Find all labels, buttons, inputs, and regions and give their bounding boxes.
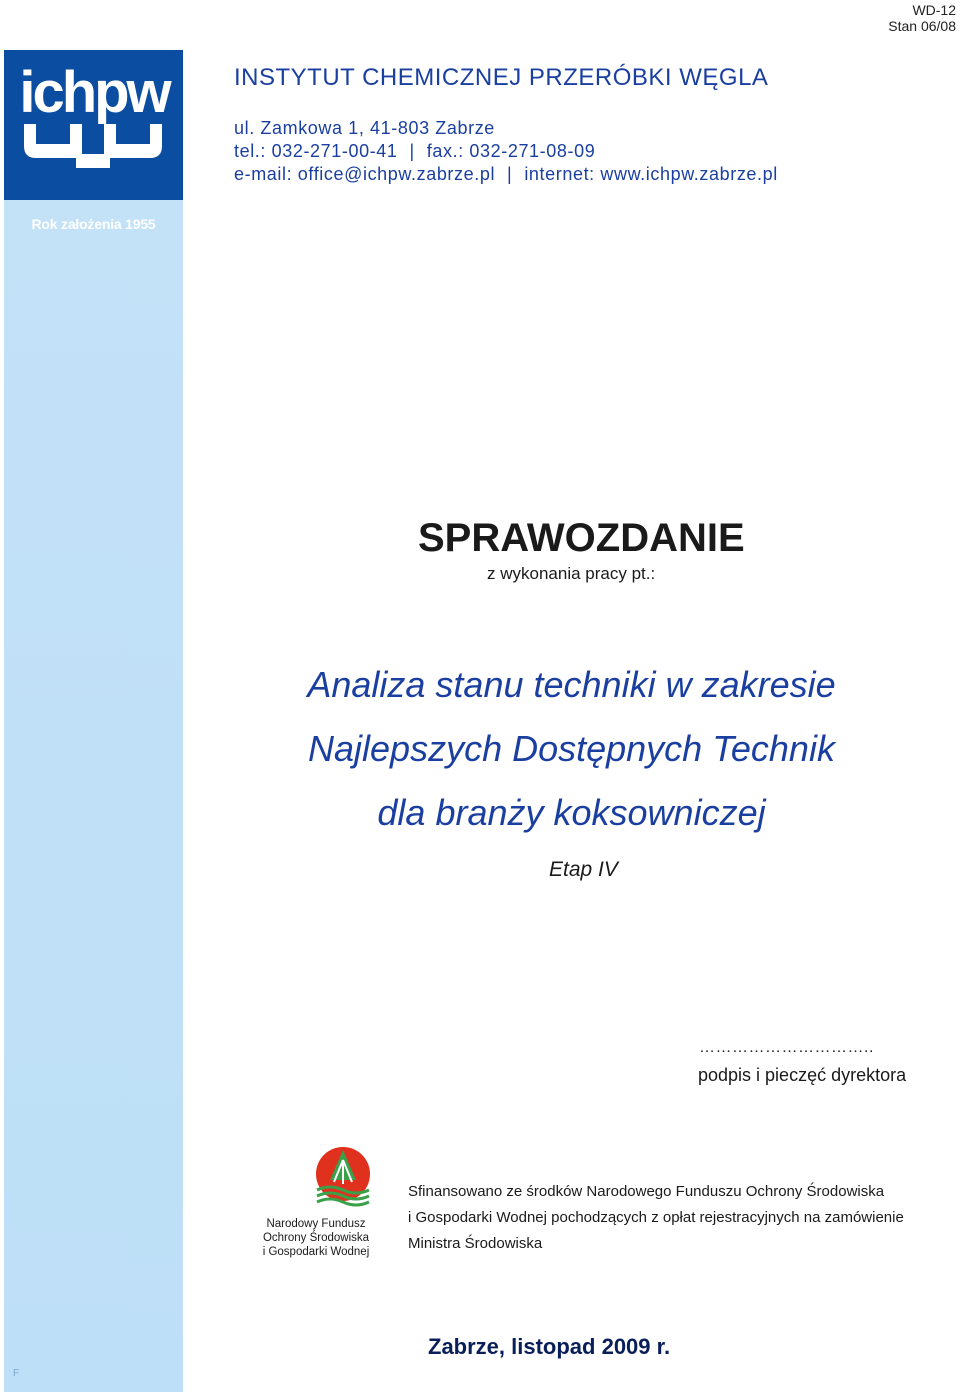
institute-name: INSTYTUT CHEMICZNEJ PRZERÓBKI WĘGLA (234, 64, 769, 91)
place-and-date: Zabrze, listopad 2009 r. (428, 1334, 671, 1359)
nfos-logo-text-2: Ochrony Środowiska (262, 1232, 370, 1244)
form-revision: Stan 06/08 (888, 18, 956, 34)
institute-contacts: e-mail: office@ichpw.zabrze.pl | internet: www.ichpw.zabrze.pl (234, 164, 778, 184)
funding-line-1: Sfinansowano ze środków Narodowego Funduszu Ochrony Środowiska (408, 1183, 885, 1200)
signature-label: podpis i pieczęć dyrektora (698, 1065, 907, 1085)
funding-line-3: Ministra Środowiska (408, 1235, 543, 1252)
fax-number: fax.: 032-271-08-09 (426, 141, 596, 161)
email-address: e-mail: office@ichpw.zabrze.pl (234, 164, 496, 184)
institute-phones: tel.: 032-271-00-41 | fax.: 032-271-08-09 (234, 141, 596, 161)
logo-emblem (24, 124, 162, 168)
left-sidebar-band (4, 50, 183, 1392)
report-title: SPRAWOZDANIE (418, 516, 745, 560)
nfos-logo-text-3: i Gospodarki Wodnej (262, 1246, 370, 1258)
nfos-logo-text-1: Narodowy Fundusz (266, 1218, 366, 1230)
institute-address: ul. Zamkowa 1, 41-803 Zabrze (234, 118, 495, 138)
ichpw-logo-graphic (4, 50, 183, 200)
tel-number: tel.: 032-271-00-41 (234, 141, 398, 161)
work-title-line-2: Najlepszych Dostępnych Technik (308, 728, 835, 769)
form-code: WD-12 (912, 2, 956, 18)
document-code (888, 2, 956, 34)
sidebar-mark: F (13, 1368, 20, 1379)
website-address: internet: www.ichpw.zabrze.pl (524, 164, 778, 184)
work-title-line-1: Analiza stanu techniki w zakresie (307, 664, 836, 705)
funding-line-2: i Gospodarki Wodnej pochodzących z opłat rejestracyjnych na zamówienie (408, 1209, 904, 1226)
work-title-line-3: dla branży koksowniczej (377, 792, 766, 833)
report-subtitle: z wykonania pracy pt.: (487, 564, 656, 583)
signature-line: ………………………….. (699, 1039, 874, 1056)
logo-caption: Rok założenia 1955 (31, 216, 156, 232)
stage-label: Etap IV (549, 858, 618, 881)
logo-wordmark: ichpw (19, 60, 169, 125)
ichpw-logo (4, 50, 183, 232)
